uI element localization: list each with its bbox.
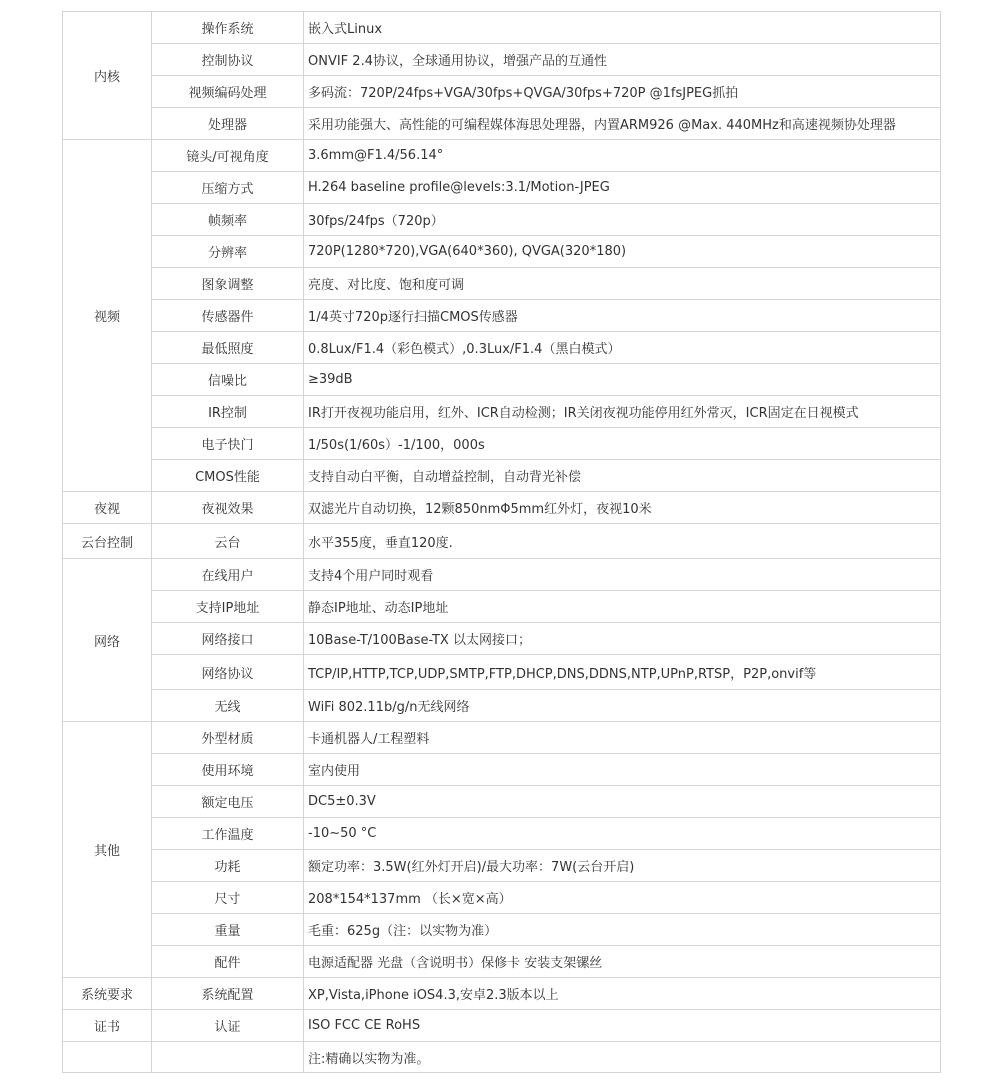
table-row <box>63 396 941 428</box>
spec-value-cell: 30fps/24fps（720p） <box>304 204 941 236</box>
table-row <box>63 140 941 172</box>
spec-value-cell: 1/4英寸720p逐行扫描CMOS传感器 <box>304 300 941 332</box>
table-row <box>63 172 941 204</box>
spec-label-cell: 网络接口 <box>152 623 304 655</box>
table-row <box>63 722 941 754</box>
spec-label-cell: 分辨率 <box>152 236 304 268</box>
table-row <box>63 914 941 946</box>
category-cell <box>63 1042 152 1073</box>
category-cell: 视频 <box>63 140 152 492</box>
table-row <box>63 559 941 591</box>
category-cell: 云台控制 <box>63 524 152 559</box>
spec-label-cell: 处理器 <box>152 108 304 140</box>
spec-label-cell: 无线 <box>152 690 304 722</box>
spec-label-cell: 压缩方式 <box>152 172 304 204</box>
spec-value-cell: 毛重：625g（注：以实物为准） <box>304 914 941 946</box>
spec-label-cell: 工作温度 <box>152 818 304 850</box>
spec-value-cell: 0.8Lux/F1.4（彩色模式）,0.3Lux/F1.4（黑白模式） <box>304 332 941 364</box>
spec-value-cell: ONVIF 2.4协议，全球通用协议，增强产品的互通性 <box>304 44 941 76</box>
spec-value-cell: 3.6mm@F1.4/56.14° <box>304 140 941 172</box>
table-row <box>63 591 941 623</box>
table-row <box>63 623 941 655</box>
table-row <box>63 524 941 559</box>
spec-label-cell: 电子快门 <box>152 428 304 460</box>
table-row <box>63 655 941 690</box>
spec-value-cell: 室内使用 <box>304 754 941 786</box>
spec-value-cell: IR打开夜视功能启用，红外、ICR自动检测；IR关闭夜视功能停用红外常灭，ICR固定在日视模式 <box>304 396 941 428</box>
spec-label-cell: 配件 <box>152 946 304 978</box>
spec-label-cell: 支持IP地址 <box>152 591 304 623</box>
category-cell: 内核 <box>63 12 152 140</box>
spec-value-cell: 720P(1280*720),VGA(640*360), QVGA(320*180) <box>304 236 941 268</box>
spec-label-cell: 云台 <box>152 524 304 559</box>
category-cell: 其他 <box>63 722 152 978</box>
spec-label-cell: 网络协议 <box>152 655 304 690</box>
spec-table <box>62 11 941 1073</box>
spec-label-cell: 外型材质 <box>152 722 304 754</box>
spec-label-cell <box>152 1042 304 1073</box>
spec-label-cell: CMOS性能 <box>152 460 304 492</box>
table-row <box>63 818 941 850</box>
spec-value-cell: H.264 baseline profile@levels:3.1/Motion-JPEG <box>304 172 941 204</box>
table-row <box>63 1042 941 1073</box>
table-row <box>63 204 941 236</box>
spec-label-cell: 功耗 <box>152 850 304 882</box>
table-row <box>63 492 941 524</box>
spec-value-cell: 水平355度，垂直120度. <box>304 524 941 559</box>
spec-label-cell: 镜头/可视角度 <box>152 140 304 172</box>
spec-value-cell: TCP/IP,HTTP,TCP,UDP,SMTP,FTP,DHCP,DNS,DDNS,NTP,UPnP,RTSP，P2P,onvif等 <box>304 655 941 690</box>
table-row <box>63 44 941 76</box>
spec-label-cell: 重量 <box>152 914 304 946</box>
spec-label-cell: 尺寸 <box>152 882 304 914</box>
spec-label-cell: 夜视效果 <box>152 492 304 524</box>
table-row <box>63 12 941 44</box>
table-row <box>63 978 941 1010</box>
category-cell: 网络 <box>63 559 152 722</box>
spec-value-cell: 电源适配器 光盘（含说明书）保修卡 安装支架镙丝 <box>304 946 941 978</box>
spec-value-cell: 多码流：720P/24fps+VGA/30fps+QVGA/30fps+720P @1fsJPEG抓拍 <box>304 76 941 108</box>
spec-label-cell: 信噪比 <box>152 364 304 396</box>
spec-value-cell: 10Base-T/100Base-TX 以太网接口； <box>304 623 941 655</box>
category-cell: 夜视 <box>63 492 152 524</box>
table-row <box>63 850 941 882</box>
spec-label-cell: 操作系统 <box>152 12 304 44</box>
table-row <box>63 1010 941 1042</box>
spec-label-cell: 控制协议 <box>152 44 304 76</box>
spec-value-cell: WiFi 802.11b/g/n无线网络 <box>304 690 941 722</box>
table-row <box>63 882 941 914</box>
table-row <box>63 268 941 300</box>
category-cell: 系统要求 <box>63 978 152 1010</box>
table-row <box>63 300 941 332</box>
spec-value-cell: 卡通机器人/工程塑料 <box>304 722 941 754</box>
spec-value-cell: 1/50s(1/60s）-1/100，000s <box>304 428 941 460</box>
table-row <box>63 428 941 460</box>
spec-label-cell: 使用环境 <box>152 754 304 786</box>
table-row <box>63 786 941 818</box>
spec-value-cell: 双滤光片自动切换，12颗850nmΦ5mm红外灯，夜视10米 <box>304 492 941 524</box>
spec-value-cell: 亮度、对比度、饱和度可调 <box>304 268 941 300</box>
table-row <box>63 754 941 786</box>
table-row <box>63 460 941 492</box>
table-row <box>63 364 941 396</box>
spec-value-cell: 采用功能强大、高性能的可编程媒体海思处理器，内置ARM926 @Max. 440MHz和高速视频协处理器 <box>304 108 941 140</box>
spec-value-cell: ISO FCC CE RoHS <box>304 1010 941 1042</box>
spec-value-cell: XP,Vista,iPhone iOS4.3,安卓2.3版本以上 <box>304 978 941 1010</box>
spec-label-cell: 额定电压 <box>152 786 304 818</box>
spec-value-cell: -10~50 °C <box>304 818 941 850</box>
spec-value-cell: 静态IP地址、动态IP地址 <box>304 591 941 623</box>
table-row <box>63 332 941 364</box>
spec-label-cell: 传感器件 <box>152 300 304 332</box>
spec-table-body <box>63 12 941 1073</box>
spec-label-cell: 图象调整 <box>152 268 304 300</box>
category-cell: 证书 <box>63 1010 152 1042</box>
spec-value-cell: 支持自动白平衡，自动增益控制，自动背光补偿 <box>304 460 941 492</box>
spec-value-cell: 嵌入式Linux <box>304 12 941 44</box>
table-row <box>63 76 941 108</box>
table-row <box>63 236 941 268</box>
spec-label-cell: IR控制 <box>152 396 304 428</box>
table-row <box>63 690 941 722</box>
table-row <box>63 946 941 978</box>
spec-value-cell: 208*154*137mm （长×宽×高） <box>304 882 941 914</box>
spec-value-cell: 支持4个用户同时观看 <box>304 559 941 591</box>
spec-value-cell: 额定功率：3.5W(红外灯开启)/最大功率：7W(云台开启) <box>304 850 941 882</box>
spec-value-cell: DC5±0.3V <box>304 786 941 818</box>
spec-label-cell: 最低照度 <box>152 332 304 364</box>
spec-label-cell: 帧频率 <box>152 204 304 236</box>
spec-label-cell: 视频编码处理 <box>152 76 304 108</box>
spec-value-cell: 注:精确以实物为准。 <box>304 1042 941 1073</box>
spec-label-cell: 认证 <box>152 1010 304 1042</box>
spec-value-cell: ≥39dB <box>304 364 941 396</box>
spec-label-cell: 在线用户 <box>152 559 304 591</box>
table-row <box>63 108 941 140</box>
spec-label-cell: 系统配置 <box>152 978 304 1010</box>
